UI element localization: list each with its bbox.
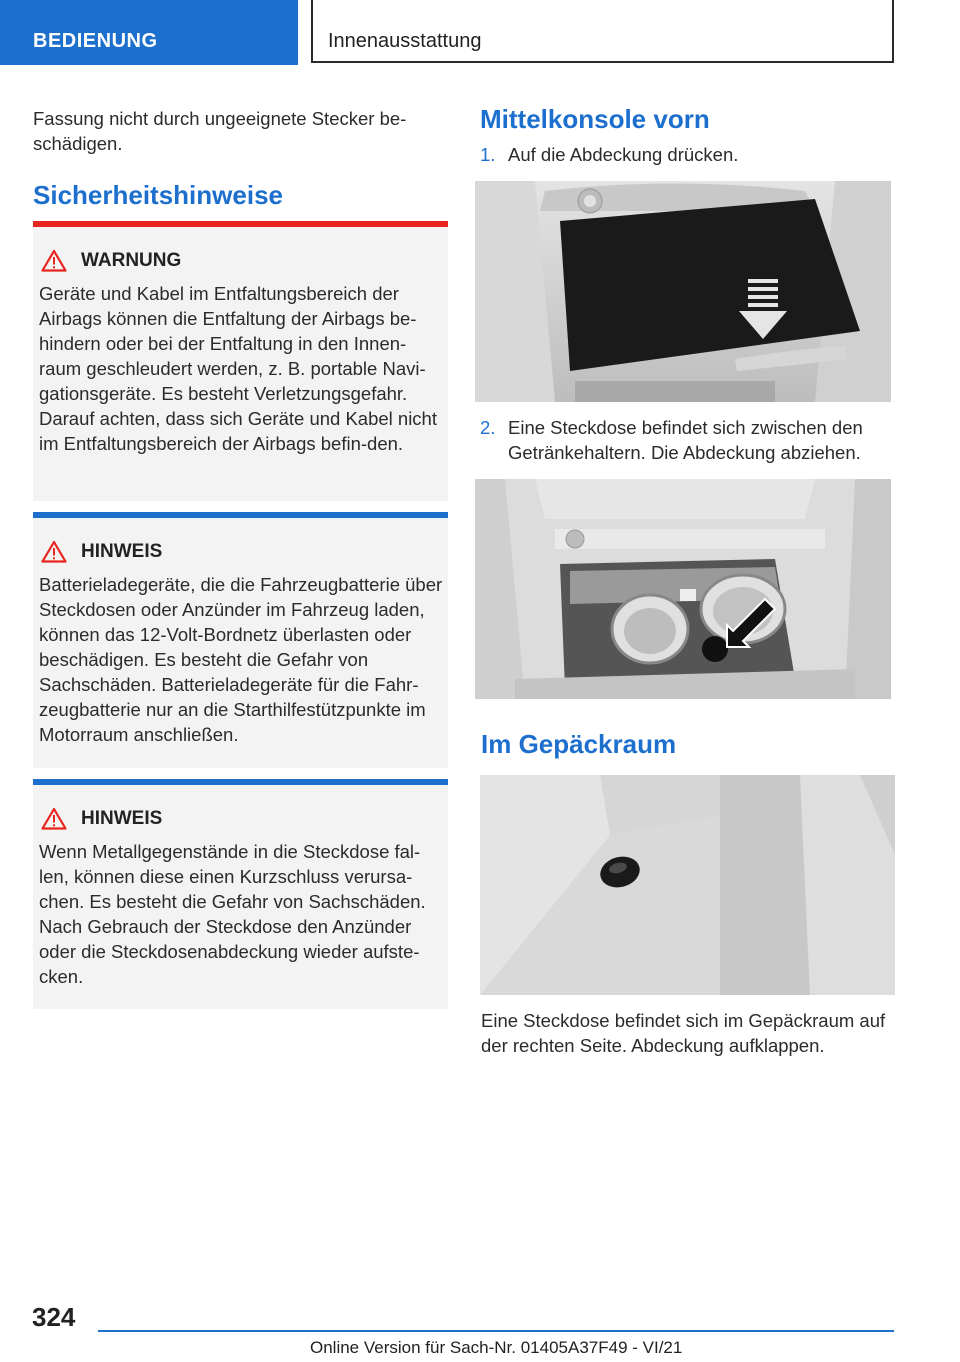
- note-bar: [33, 779, 448, 785]
- warning-triangle-icon: [41, 807, 67, 830]
- note-label: HINWEIS: [81, 540, 163, 562]
- intro-text: Fassung nicht durch ungeeignete Stecker be-schädigen.: [33, 108, 407, 154]
- note-bar: [33, 512, 448, 518]
- note-box-1: [33, 512, 448, 768]
- note-header: [41, 540, 162, 563]
- header-section-tab: [0, 0, 298, 65]
- note-text: Batterieladegeräte, die die Fahrzeugbatterie über Steckdosen oder Anzünder im Fahrzeug laden, können das 12-Volt-Bordnetz überlasten oder beschädigen. Es besteht die Gefahr von Sachschäden. Batterieladegeräte für die Fahr-zeugbatterie nur an die Starthilfestützpunkte im Motorraum anschließen.: [39, 574, 443, 745]
- note-header: [41, 807, 162, 830]
- step-1: [480, 142, 890, 167]
- console-heading: Mittelkonsole vorn: [480, 104, 710, 134]
- console-cover-photo: [475, 181, 891, 402]
- step-number: 1.: [480, 144, 496, 165]
- step-text: Auf die Abdeckung drücken.: [508, 144, 739, 165]
- page-number: 324: [32, 1302, 76, 1332]
- note-box-2: [33, 779, 448, 1009]
- luggage-socket-photo: [480, 775, 895, 995]
- step-number: 2.: [480, 417, 496, 438]
- warning-text: Geräte und Kabel im Entfaltungsbereich der Airbags können die Entfaltung der Airbags be-hindern oder bei der Entfaltung in den Innen-raum geschleudert werden, z. B. portable Navi-gationsgeräte. Es besteht Verletzungsgefahr. Darauf achten, dass sich Geräte und Kabel nicht im Entfaltungsbereich der Airbags befin-den.: [39, 283, 437, 454]
- footer-line: [98, 1330, 894, 1332]
- warning-triangle-icon: [41, 540, 67, 563]
- warning-label: WARNUNG: [81, 249, 182, 271]
- note-text: Wenn Metallgegenstände in die Steckdose fal-len, können diese einen Kurzschluss verursa-chen. Es besteht die Gefahr von Sachschäden. Nach Gebrauch der Steckdose den Anzünder oder die Steckdosenabdeckung wieder aufste-cken.: [39, 841, 426, 987]
- header-chapter-box: [311, 0, 894, 63]
- warning-triangle-icon: [41, 249, 67, 272]
- note-label: HINWEIS: [81, 807, 163, 829]
- warning-box: [33, 221, 448, 501]
- header-chapter: Innenausstattung: [328, 30, 482, 52]
- luggage-text: Eine Steckdose befindet sich im Gepäckraum auf der rechten Seite. Abdeckung aufklappen.: [481, 1010, 886, 1056]
- footer-online-version: Online Version für Sach-Nr. 01405A37F49 - VI/21: [310, 1338, 683, 1357]
- cupholder-socket-photo: [475, 479, 891, 699]
- warning-header: [41, 249, 181, 272]
- luggage-heading: Im Gepäckraum: [481, 729, 677, 759]
- warning-bar: [33, 221, 448, 227]
- header-section: BEDIENUNG: [33, 30, 158, 52]
- safety-heading: Sicherheitshinweise: [33, 180, 283, 210]
- step-2: [480, 415, 890, 465]
- step-text: Eine Steckdose befindet sich zwischen den Getränkehaltern. Die Abdeckung abziehen.: [508, 417, 863, 463]
